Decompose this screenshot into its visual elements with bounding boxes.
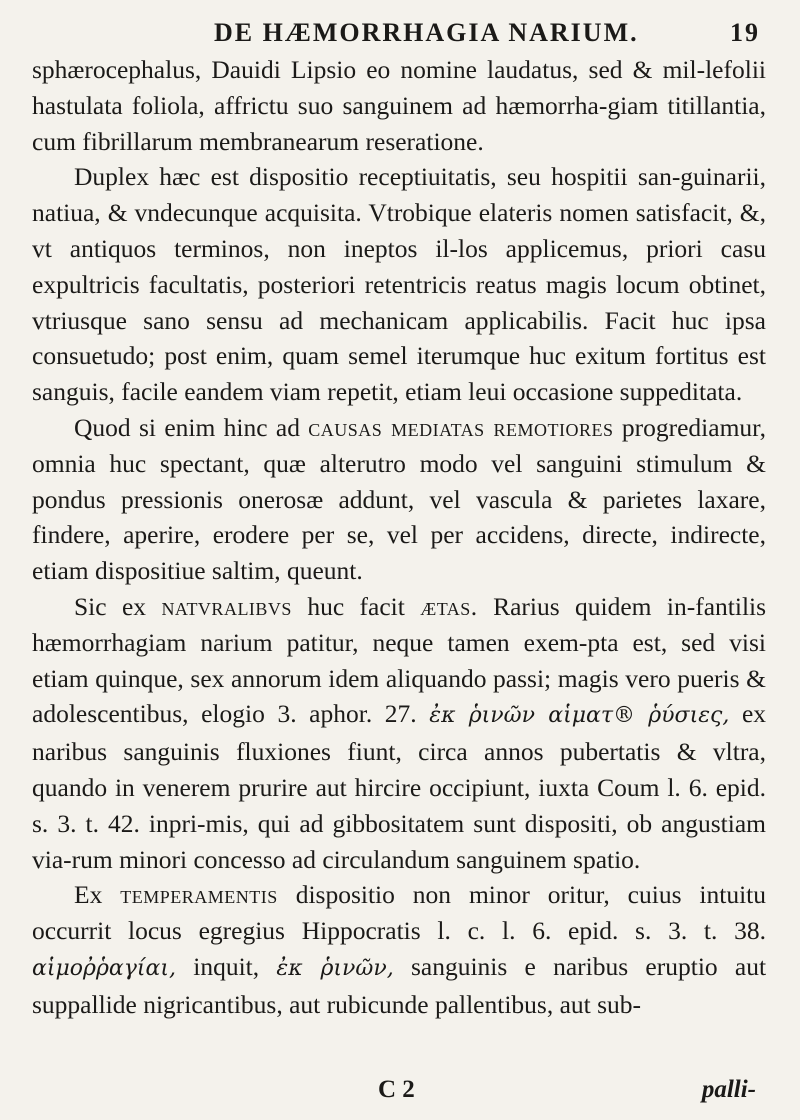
- paragraph-5-smallcaps: temperamentis: [120, 880, 278, 910]
- paragraph-3-smallcaps: causas mediatas remotiores: [308, 412, 614, 442]
- paragraph-2: Duplex hæc est dispositio receptiuitatis, seu hospitii san-guinarii, natiua, & vndecunque acquisita. Vtrobique elateris nomen satisfacit, &, vt antiquos terminos, non ineptos il-los applicemus, priori casu expultricis facultatis, posteriori retentricis reatus magis locum obtinet, vtriusque sano sensu ad mechanicam applicabilis. Facit huc ipsa consuetudo; post enim, quam semel iterumque huc exitum fortitus est sanguis, facile eandem viam repetit, etiam leui occasione suppeditata.: [32, 162, 766, 407]
- paragraph-5-text-a: Ex: [74, 880, 103, 910]
- page-number: 19: [730, 18, 760, 47]
- paragraph-4-text-b: huc facit: [307, 591, 405, 621]
- paragraph-5-greek: αἱμοῤῥαγίαι,: [32, 955, 176, 981]
- running-title: DE HÆMORRHAGIA NARIUM.: [214, 18, 639, 47]
- paragraph-3-text-b: progrediamur, omnia huc spectant, quæ alterutro modo vel sanguini stimulum & pondus pressionis onerosæ addunt, vel vascula & parietes laxare, findere, aperire, erodere per se, vel per accidens, directe, indirecte, etiam dispositiue saltim, queunt.: [32, 412, 766, 586]
- paragraph-4-smallcaps-2: ætas.: [420, 591, 478, 621]
- paragraph-5-greek-2: ἐκ ῥινῶν,: [276, 955, 394, 981]
- paragraph-5-text-d: sanguinis e naribus eruptio aut suppallide nigricantibus, aut rubicunde pallentibus, aut sub-: [32, 951, 767, 1019]
- paragraph-3-text-a: Quod si enim hinc ad: [74, 412, 300, 442]
- paragraph-4-text-a: Sic ex: [74, 591, 147, 621]
- signature-mark: C 2: [378, 1076, 415, 1103]
- paragraph-3: [32, 410, 766, 589]
- paragraph-4: [32, 589, 766, 877]
- paragraph-4-text-d: ex naribus sanguinis fluxiones fiunt, circa annos pubertatis & vltra, quando in venerem prurire aut hircire occipiunt, iuxta Coum l. 6. epid. s. 3. t. 42. inpri-mis, qui ad gibbositatem sunt dispositi, ob angustiam via-rum minori concesso ad circulandum sanguinem spatio.: [32, 699, 767, 874]
- paragraph-4-smallcaps-1: natvralibvs: [161, 591, 292, 621]
- paragraph-5-text-b: dispositio non minor oritur, cuius intuitu occurrit locus egregius Hippocratis l. c. l. 6. epid. s. 3. t. 38.: [32, 880, 767, 946]
- paragraph-4-greek: ἐκ ῥινῶν αἱματ® ῥύσιες,: [429, 703, 730, 729]
- running-head: [32, 6, 766, 52]
- catchword: palli-: [701, 1076, 756, 1103]
- paragraph-5: [32, 877, 766, 1022]
- paragraph-5-text-c: inquit,: [193, 951, 260, 981]
- paragraph-4-text-c: Rarius quidem in-fantilis hæmorrhagiam narium patitur, neque tamen exem-pta est, sed visi etiam quinque, sex annorum idem aliquando passi; magis vero pueris & adolescentibus, elogio 3. aphor. 27.: [32, 591, 767, 729]
- paragraph-1: sphærocephalus, Dauidi Lipsio eo nomine laudatus, sed & mil-lefolii hastulata foliola, affrictu suo sanguinem ad hæmorrha-giam titillantia, cum fibrillarum membranearum reseratione.: [32, 55, 766, 156]
- main-text: [32, 52, 766, 1023]
